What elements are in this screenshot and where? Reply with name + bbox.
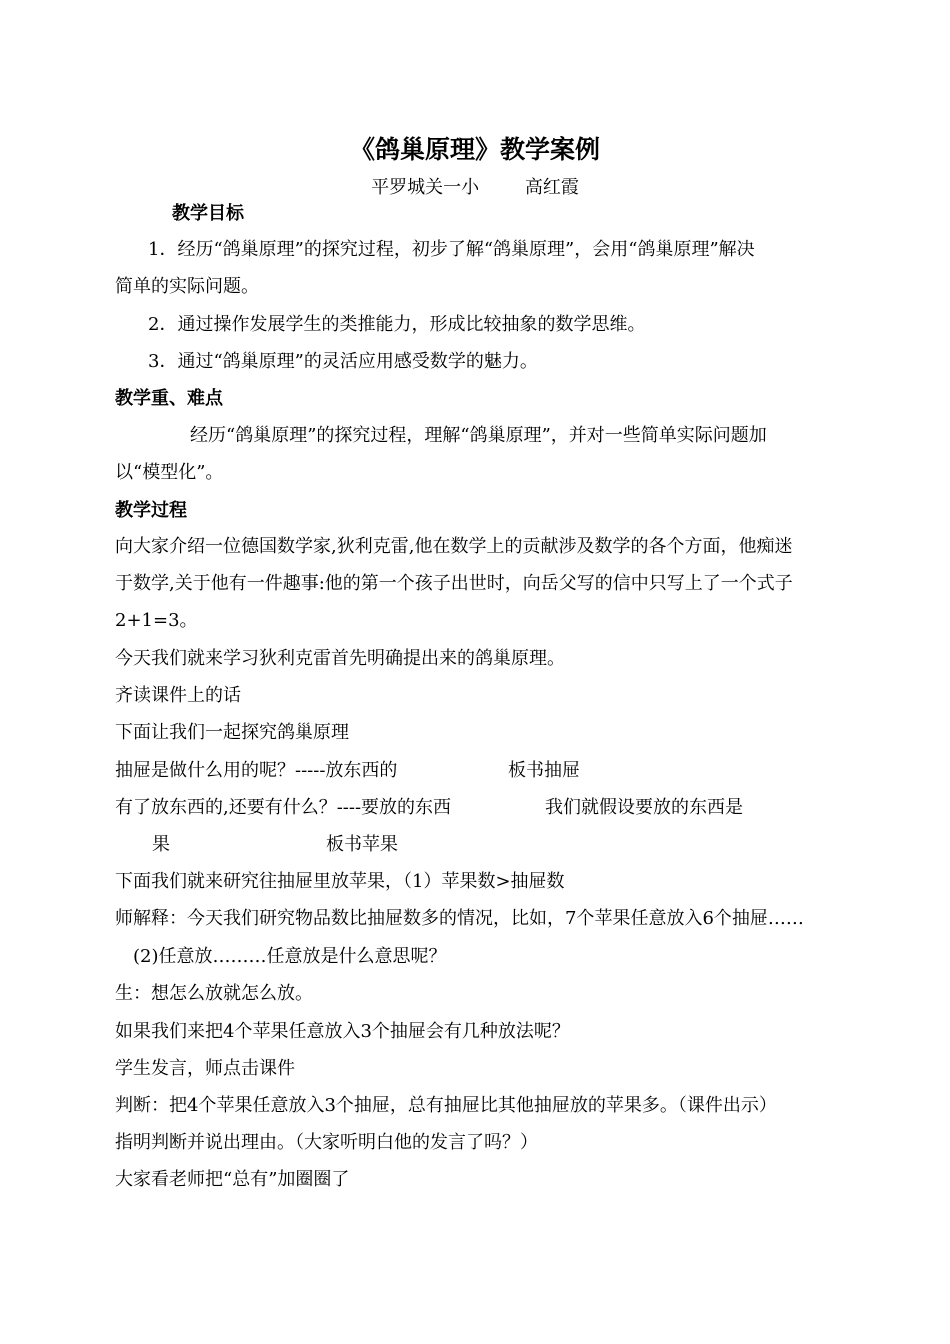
key-points-line-2: 以“模型化”。: [115, 462, 224, 483]
paragraph-9: 师解释：今天我们研究物品数比抽屉数多的情况，比如，7个苹果任意放入6个抽屉……: [115, 908, 804, 929]
document-title: 《鸽巢原理》教学案例: [349, 135, 600, 164]
paragraph-1-line-3: 2+1=3。: [115, 610, 198, 631]
paragraph-7-board-note: 板书苹果: [326, 834, 398, 855]
paragraph-15: 指明判断并说出理由。（大家听明白他的发言了吗？）: [115, 1132, 538, 1153]
paragraph-16: 大家看老师把“总有”加圈圈了: [115, 1169, 350, 1190]
paragraph-6-text: 有了放东西的,还要有什么？----要放的东西: [115, 797, 452, 818]
paragraph-6-continuation: 我们就假设要放的东西是: [545, 797, 743, 818]
paragraph-2: 今天我们就来学习狄利克雷首先明确提出来的鸽巢原理。: [115, 648, 565, 669]
goal-1-line-2: 简单的实际问题。: [115, 276, 259, 297]
paragraph-5-text: 抽屉是做什么用的呢？-----放东西的: [115, 760, 398, 781]
author-line: 平罗城关一小 高红霞: [371, 177, 579, 198]
paragraph-12: 如果我们来把4个苹果任意放入3个抽屉会有几种放法呢？: [115, 1021, 570, 1042]
paragraph-5-board-note: 板书抽屉: [508, 760, 580, 781]
paragraph-13: 学生发言，师点击课件: [115, 1058, 295, 1079]
paragraph-11: 生：想怎么放就怎么放。: [115, 983, 313, 1004]
paragraph-14: 判断：把4个苹果任意放入3个抽屉，总有抽屉比其他抽屉放的苹果多。（课件出示）: [115, 1095, 777, 1116]
goal-3: 3．通过“鸽巢原理”的灵活应用感受数学的魅力。: [148, 351, 538, 372]
paragraph-8: 下面我们就来研究往抽屉里放苹果，（1）苹果数>抽屉数: [115, 871, 565, 892]
paragraph-10: (2)任意放………任意放是什么意思呢？: [133, 946, 447, 967]
paragraph-1-line-1: 向大家介绍一位德国数学家,狄利克雷,他在数学上的贡献涉及数学的各个方面，他痴迷: [115, 536, 793, 557]
paragraph-1-line-2: 于数学,关于他有一件趣事:他的第一个孩子出世时，向岳父写的信中只写上了一个式子: [115, 573, 793, 594]
paragraph-7-text: 果: [152, 834, 170, 855]
heading-goals: 教学目标: [172, 203, 244, 224]
goal-2: 2．通过操作发展学生的类推能力，形成比较抽象的数学思维。: [148, 314, 646, 335]
heading-process: 教学过程: [115, 500, 187, 521]
paragraph-3: 齐读课件上的话: [115, 685, 241, 706]
goal-1-line-1: 1．经历“鸽巢原理”的探究过程，初步了解“鸽巢原理”，会用“鸽巢原理”解决: [148, 239, 755, 260]
heading-key-points: 教学重、难点: [115, 388, 223, 409]
key-points-line-1: 经历“鸽巢原理”的探究过程，理解“鸽巢原理”，并对一些简单实际问题加: [190, 425, 767, 446]
paragraph-4: 下面让我们一起探究鸽巢原理: [115, 722, 349, 743]
